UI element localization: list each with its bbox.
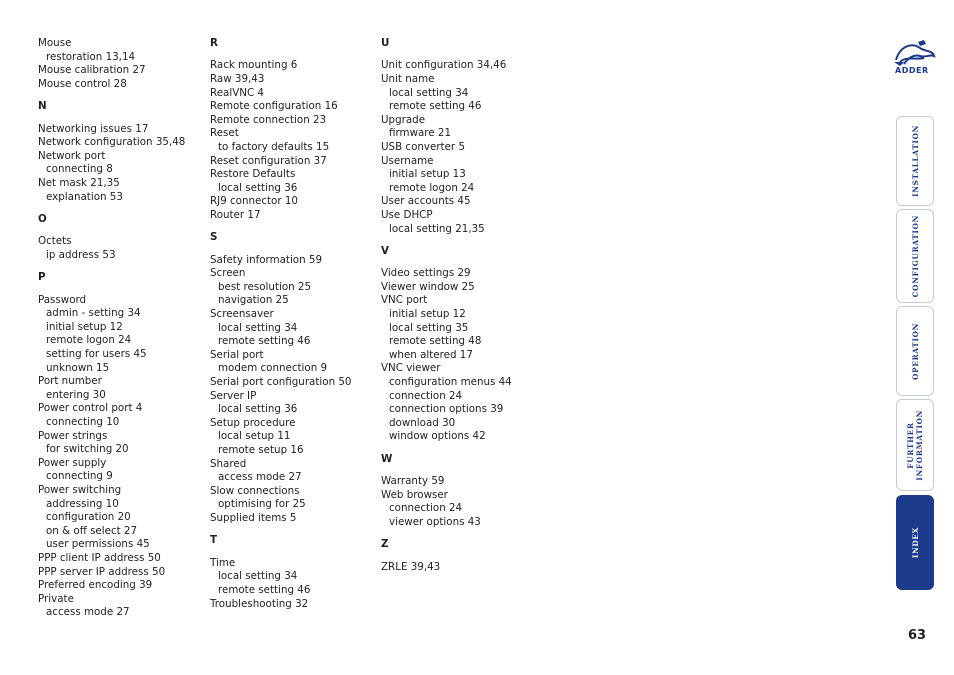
index-entry: Router 17 <box>210 208 261 221</box>
index-subentry: firmware 21 <box>389 127 452 140</box>
index-entry: Viewer window 25 <box>381 280 475 293</box>
index-subentry: user permissions 45 <box>46 538 150 551</box>
index-subentry: local setup 11 <box>218 430 291 443</box>
index-entry: Upgrade <box>381 113 426 126</box>
index-subentry: connecting 10 <box>46 416 120 429</box>
index-column-2 <box>210 37 375 611</box>
index-entry: Mouse <box>38 37 72 49</box>
index-entry: Private <box>38 592 74 605</box>
index-entry: Remote connection 23 <box>210 113 327 126</box>
index-entry: Power control port 4 <box>38 402 143 415</box>
index-subentry: window options 42 <box>389 430 486 443</box>
index-entry: Restore Defaults <box>210 168 296 181</box>
index-subentry: remote setting 46 <box>218 583 311 596</box>
index-subentry: connection options 39 <box>389 403 504 416</box>
tab-installation[interactable] <box>896 116 934 206</box>
index-subentry: download 30 <box>389 416 456 429</box>
index-entry: Username <box>381 154 434 167</box>
index-subentry: addressing 10 <box>46 497 119 510</box>
index-entry: VNC port <box>381 294 428 307</box>
index-subentry: for switching 20 <box>46 443 129 456</box>
index-subentry: optimising for 25 <box>218 498 306 511</box>
index-subentry: local setting 35 <box>389 321 469 334</box>
index-subentry: initial setup 12 <box>46 320 123 333</box>
index-column-3 <box>381 37 546 574</box>
index-entry: RealVNC 4 <box>210 86 264 99</box>
index-subentry: local setting 21,35 <box>389 222 485 235</box>
index-subentry: connection 24 <box>389 389 463 402</box>
index-entry: Use DHCP <box>381 208 433 221</box>
index-subentry: restoration 13,14 <box>46 50 136 63</box>
index-subentry: remote setting 48 <box>389 335 482 348</box>
index-letter-heading: V <box>381 244 389 257</box>
tab-index[interactable] <box>896 495 934 590</box>
index-letter-heading: Z <box>381 538 389 551</box>
index-entry: Troubleshooting 32 <box>210 597 309 610</box>
index-entry: Serial port <box>210 348 264 361</box>
index-subentry: remote logon 24 <box>389 181 475 194</box>
index-letter-heading: W <box>381 452 393 465</box>
index-entry: Web browser <box>381 488 448 501</box>
index-subentry: initial setup 12 <box>389 308 466 321</box>
index-subentry: initial setup 13 <box>389 168 466 181</box>
index-entry: Server IP <box>210 389 257 402</box>
index-letter-heading: N <box>38 100 47 113</box>
index-entry: Network configuration 35,48 <box>38 136 186 149</box>
index-entry: Rack mounting 6 <box>210 59 298 72</box>
index-entry: Mouse calibration 27 <box>38 64 146 77</box>
index-entry: Shared <box>210 457 247 470</box>
index-subentry: remote setup 16 <box>218 444 304 457</box>
tab-label: INSTALLATION <box>910 125 920 197</box>
index-subentry: unknown 15 <box>46 361 110 374</box>
index-subentry: local setting 34 <box>218 321 298 334</box>
index-entry: Time <box>210 556 236 569</box>
index-entry: Remote configuration 16 <box>210 100 338 113</box>
index-subentry: remote logon 24 <box>46 334 132 347</box>
index-letter-heading: O <box>38 212 47 225</box>
index-entry: Mouse control 28 <box>38 77 127 90</box>
index-subentry: entering 30 <box>46 388 106 401</box>
index-entry: Reset <box>210 127 239 140</box>
tab-further-information[interactable] <box>896 399 934 491</box>
index-letter-heading: T <box>210 534 218 547</box>
tab-label: INDEX <box>910 526 920 559</box>
index-entry: Setup procedure <box>210 416 296 429</box>
index-subentry: when altered 17 <box>389 348 473 361</box>
index-letter-heading: P <box>38 271 46 284</box>
index-entry: Supplied items 5 <box>210 511 297 524</box>
index-subentry: connection 24 <box>389 502 463 515</box>
index-entry: Networking issues 17 <box>38 122 149 135</box>
index-subentry: local setting 36 <box>218 403 298 416</box>
index-column-1 <box>38 37 203 620</box>
adder-logo-text: ADDER <box>895 66 929 75</box>
index-subentry: to factory defaults 15 <box>218 140 330 153</box>
index-subentry: on & off select 27 <box>46 524 138 537</box>
index-entry: Port number <box>38 375 102 388</box>
tab-configuration[interactable] <box>896 209 934 303</box>
index-entry: Unit name <box>381 72 435 85</box>
index-entry: Power supply <box>38 456 107 469</box>
index-entry: Net mask 21,35 <box>38 176 120 189</box>
index-subentry: local setting 34 <box>389 86 469 99</box>
index-entry: Octets <box>38 235 72 248</box>
index-entry: Serial port configuration 50 <box>210 376 352 389</box>
page-number: 63 <box>908 628 927 643</box>
index-entry: Raw 39,43 <box>210 72 265 85</box>
index-letter-heading: R <box>210 37 218 49</box>
tab-label: OPERATION <box>910 322 920 380</box>
index-subentry: access mode 27 <box>46 606 130 619</box>
index-entry: Safety information 59 <box>210 253 323 266</box>
index-entry: Screensaver <box>210 308 274 321</box>
index-entry: USB converter 5 <box>381 140 465 153</box>
index-entry: Reset configuration 37 <box>210 154 327 167</box>
index-subentry: viewer options 43 <box>389 515 481 528</box>
index-entry: Power switching <box>38 484 122 496</box>
index-entry: RJ9 connector 10 <box>210 195 298 208</box>
index-subentry: connecting 9 <box>46 470 113 483</box>
index-subentry: configuration menus 44 <box>389 376 512 389</box>
index-entry: User accounts 45 <box>381 195 471 208</box>
index-subentry: explanation 53 <box>46 190 123 203</box>
index-entry: Screen <box>210 267 246 280</box>
index-entry: Warranty 59 <box>381 475 445 488</box>
index-entry: Network port <box>38 149 106 162</box>
index-subentry: local setting 34 <box>218 570 298 583</box>
index-subentry: configuration 20 <box>46 511 131 524</box>
index-entry: Unit configuration 34,46 <box>381 59 507 72</box>
index-subentry: remote setting 46 <box>389 100 482 113</box>
index-subentry: admin - setting 34 <box>46 307 141 320</box>
index-subentry: setting for users 45 <box>46 348 147 361</box>
index-entry: PPP server IP address 50 <box>38 565 166 578</box>
index-entry: Power strings <box>38 429 108 442</box>
index-subentry: navigation 25 <box>218 294 289 307</box>
index-entry: Password <box>38 293 87 306</box>
index-subentry: connecting 8 <box>46 163 113 176</box>
index-entry: Slow connections <box>210 484 300 497</box>
index-subentry: access mode 27 <box>218 471 302 484</box>
tab-label: FURTHER INFORMATION <box>906 409 924 481</box>
index-letter-heading: S <box>210 231 218 244</box>
index-subentry: local setting 36 <box>218 181 298 194</box>
index-entry: ZRLE 39,43 <box>381 560 441 573</box>
index-subentry: ip address 53 <box>46 248 116 261</box>
index-subentry: modem connection 9 <box>218 362 328 375</box>
index-subentry: best resolution 25 <box>218 280 312 293</box>
index-entry: PPP client IP address 50 <box>38 551 161 564</box>
index-letter-heading: U <box>381 37 390 49</box>
tab-operation[interactable] <box>896 306 934 396</box>
index-entry: Preferred encoding 39 <box>38 579 153 592</box>
index-subentry: remote setting 46 <box>218 335 311 348</box>
tab-label: CONFIGURATION <box>910 214 920 298</box>
index-entry: Video settings 29 <box>381 267 471 280</box>
index-entry: VNC viewer <box>381 362 441 375</box>
